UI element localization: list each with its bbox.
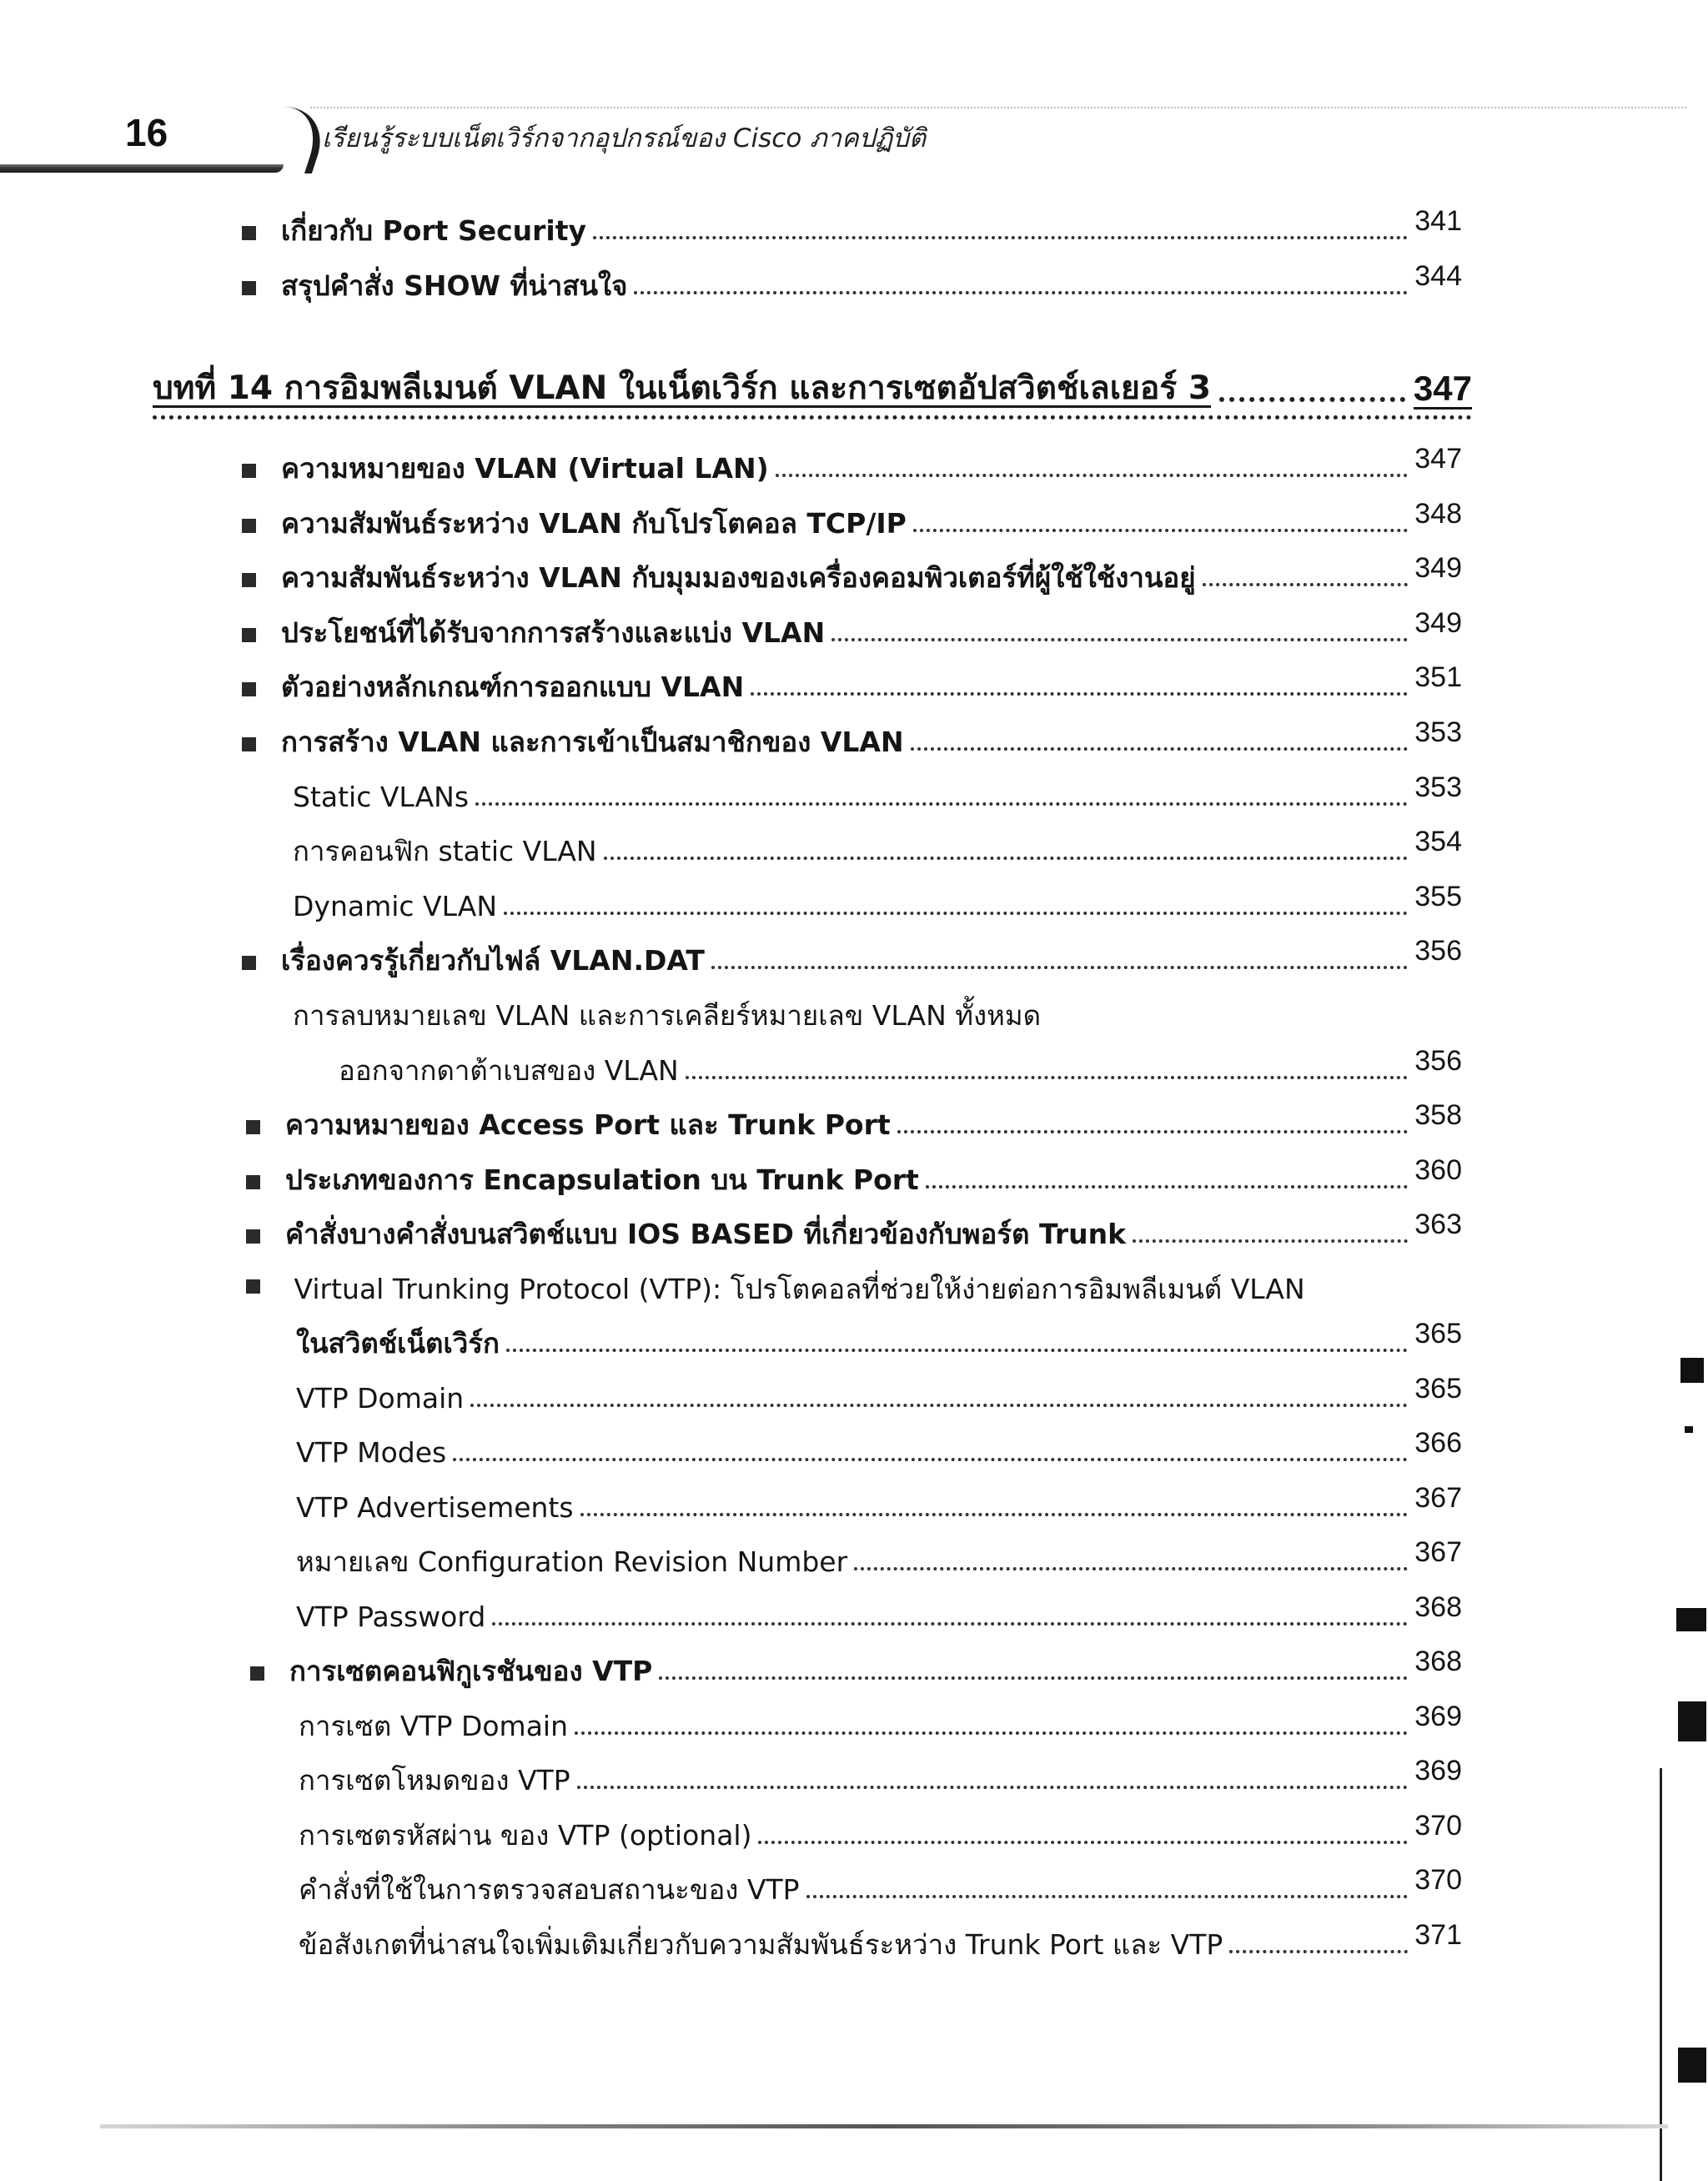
toc-entry-label: ความสัมพันธ์ระหว่าง VLAN กับโปรโตคอล TCP/IP — [281, 507, 907, 540]
dot-leader — [776, 474, 1409, 477]
toc-subentry — [293, 881, 1462, 925]
toc-entry — [246, 1271, 1462, 1308]
toc-entry-page: 358 — [1414, 1099, 1462, 1131]
bullet-icon — [246, 1175, 260, 1189]
dot-leader — [897, 1130, 1409, 1133]
dot-leader — [711, 966, 1408, 969]
toc-entry-page: 369 — [1414, 1755, 1462, 1787]
scan-mark — [1685, 1426, 1693, 1433]
dot-leader — [1133, 1239, 1408, 1243]
dot-leader — [911, 747, 1409, 751]
running-title: เรียนรู้ระบบเน็ตเวิร์กจากอุปกรณ์ของ Cisco ภาคปฏิบัติ — [322, 123, 927, 153]
dot-leader — [1203, 583, 1409, 586]
toc-entry-label: VTP Advertisements — [296, 1491, 574, 1524]
toc-entry — [246, 1154, 1462, 1199]
toc-subentry — [299, 1701, 1462, 1745]
toc-entry-label: เกี่ยวกับ Port Security — [281, 214, 587, 247]
scan-mark — [1678, 2048, 1706, 2083]
toc-entry-page: 360 — [1414, 1154, 1462, 1186]
toc-subentry — [296, 1427, 1462, 1471]
bullet-icon — [242, 737, 256, 751]
toc-entry-page: 353 — [1414, 771, 1462, 803]
toc-entry-label: การลบหมายเลข VLAN และการเคลียร์หมายเลข VLAN ทั้งหมด — [293, 999, 1042, 1032]
dot-leader — [926, 1185, 1408, 1188]
toc-entry-page: 367 — [1414, 1482, 1462, 1514]
toc-entry-page: 368 — [1414, 1591, 1462, 1623]
toc-subentry — [299, 1810, 1462, 1854]
bullet-icon — [246, 1120, 260, 1134]
toc-entry-page: 344 — [1414, 260, 1462, 292]
toc-entry-page: 341 — [1414, 205, 1462, 237]
dot-leader — [751, 692, 1408, 696]
bullet-icon — [242, 226, 256, 240]
toc-entry-page: 365 — [1414, 1318, 1462, 1349]
toc-entry-page: 371 — [1414, 1919, 1462, 1951]
dot-leader — [604, 857, 1409, 860]
dot-leader — [634, 291, 1408, 294]
toc-subentry — [296, 1536, 1462, 1580]
toc-entry-page: 348 — [1414, 498, 1462, 530]
dot-leader — [854, 1567, 1408, 1570]
toc-entry-label: ความหมายของ VLAN (Virtual LAN) — [281, 452, 769, 485]
toc-entry-page: 370 — [1414, 1810, 1462, 1842]
dot-leader — [504, 912, 1408, 915]
toc-entry-page: 349 — [1414, 607, 1462, 639]
toc-entry-label: คำสั่งที่ใช้ในการตรวจสอบสถานะของ VTP — [299, 1873, 800, 1906]
toc-entry — [246, 1209, 1462, 1253]
toc-subentry — [296, 1591, 1462, 1636]
toc-entry-label: ความหมายของ Access Port และ Trunk Port — [285, 1108, 891, 1141]
bullet-icon — [242, 956, 256, 970]
toc-entry — [242, 443, 1462, 487]
chapter-heading — [153, 367, 1472, 420]
dot-leader — [475, 802, 1408, 806]
toc-entry-page: 368 — [1414, 1646, 1462, 1677]
toc-entry-label: เรื่องควรรู้เกี่ยวกับไฟล์ VLAN.DAT — [281, 944, 705, 977]
dot-leader — [453, 1458, 1408, 1461]
bullet-icon — [242, 464, 256, 478]
dot-leader — [831, 638, 1408, 641]
dot-leader — [913, 529, 1408, 532]
scan-mark — [1676, 1608, 1706, 1631]
toc-entry — [242, 661, 1462, 706]
toc-entry-label: ตัวอย่างหลักเกณฑ์การออกแบบ VLAN — [281, 671, 745, 703]
toc-entry-page: 365 — [1414, 1373, 1462, 1405]
toc-entry-label: Dynamic VLAN — [293, 890, 498, 922]
toc-entry-label: ประโยชน์ที่ได้รับจากการสร้างและแบ่ง VLAN — [281, 616, 826, 649]
toc-entry-label: การเซตคอนฟิกูเรชันของ VTP — [289, 1655, 653, 1687]
dot-leader — [575, 1731, 1408, 1735]
scan-mark — [1678, 1701, 1706, 1741]
bullet-icon — [246, 1229, 260, 1244]
toc-entry — [242, 205, 1462, 249]
toc-entry — [242, 498, 1462, 542]
dot-leader — [577, 1786, 1409, 1789]
dot-leader — [1219, 397, 1405, 402]
toc-subentry — [299, 1755, 1462, 1799]
toc-entry-label: สรุปคำสั่ง SHOW ที่น่าสนใจ — [281, 269, 628, 302]
toc-subentry — [293, 826, 1462, 870]
toc-subentry — [296, 1318, 1462, 1362]
toc-entry-label: VTP Modes — [296, 1436, 447, 1469]
toc-entry-label: หมายเลข Configuration Revision Number — [296, 1545, 848, 1578]
bullet-icon — [242, 628, 256, 642]
toc-entry — [242, 716, 1462, 761]
toc-entry-page: 370 — [1414, 1864, 1462, 1896]
toc-entry — [242, 607, 1462, 651]
dot-leader — [1229, 1950, 1408, 1953]
toc-entry-page: 367 — [1414, 1536, 1462, 1568]
bullet-icon — [250, 1666, 264, 1681]
scan-mark — [1680, 1358, 1704, 1383]
toc-entry-page: 356 — [1414, 935, 1462, 967]
toc-entry-label: ในสวิตช์เน็ตเวิร์ก — [296, 1327, 500, 1359]
toc-entry-label: VTP Password — [296, 1601, 486, 1633]
toc-entry — [246, 1099, 1462, 1143]
dot-leader — [492, 1622, 1408, 1626]
bullet-icon — [242, 573, 256, 587]
dot-leader — [806, 1895, 1409, 1898]
toc-entry-label: การสร้าง VLAN และการเข้าเป็นสมาชิกของ VLAN — [281, 726, 904, 758]
toc-subentry — [293, 771, 1462, 816]
toc-entry-page: 355 — [1414, 881, 1462, 912]
dot-leader — [758, 1841, 1408, 1844]
scan-edge-rule — [1660, 1768, 1662, 2181]
toc-entry-page: 353 — [1414, 716, 1462, 748]
toc-subentry — [296, 1373, 1462, 1417]
toc-entry-label: การคอนฟิก static VLAN — [293, 835, 597, 867]
bullet-icon — [246, 1279, 260, 1294]
dot-leader — [580, 1513, 1409, 1516]
toc-entry-label: ออกจากดาต้าเบสของ VLAN — [339, 1054, 679, 1087]
header-rule — [0, 164, 284, 173]
toc-entry-label: VTP Domain — [296, 1382, 465, 1415]
toc-subentry — [293, 998, 1462, 1034]
toc-entry-page: 354 — [1414, 826, 1462, 857]
toc-entry — [250, 1646, 1462, 1690]
toc-entry-page: 349 — [1414, 552, 1462, 584]
toc-entry-label: การเซตรหัสผ่าน ของ VTP (optional) — [299, 1819, 752, 1852]
toc-entry-label: การเซตโหมดของ VTP — [299, 1764, 570, 1797]
dot-leader — [659, 1676, 1408, 1680]
dot-leader — [686, 1076, 1409, 1079]
toc-entry-page: 356 — [1414, 1045, 1462, 1077]
toc-subentry — [339, 1045, 1462, 1089]
toc-subentry — [299, 1919, 1462, 1963]
toc-entry-label: คำสั่งบางคำสั่งบนสวิตช์แบบ IOS BASED ที่เกี่ยวข้องกับพอร์ต Trunk — [285, 1218, 1127, 1250]
toc-entry-page: 366 — [1414, 1427, 1462, 1459]
toc-entry-label: Virtual Trunking Protocol (VTP): โปรโตคอลที่ช่วยให้ง่ายต่อการอิมพลีเมนต์ VLAN — [294, 1273, 1305, 1305]
chapter-page: 347 — [1413, 369, 1472, 408]
bottom-rule — [100, 2124, 1668, 2128]
toc-entry-page: 363 — [1414, 1209, 1462, 1240]
toc-entry-label: ประเภทของการ Encapsulation บน Trunk Port — [285, 1163, 919, 1196]
toc-entry-page: 369 — [1414, 1701, 1462, 1732]
header-thin-rule — [310, 107, 1686, 108]
toc-entry-label: การเซต VTP Domain — [299, 1710, 569, 1742]
toc-entry-label: Static VLANs — [293, 781, 470, 813]
toc-entry-page: 351 — [1414, 661, 1462, 693]
dot-leader — [506, 1349, 1408, 1352]
bullet-icon — [242, 281, 256, 295]
toc-entry — [242, 552, 1462, 596]
toc-entry-label: ข้อสังเกตที่น่าสนใจเพิ่มเติมเกี่ยวกับความสัมพันธ์ระหว่าง Trunk Port และ VTP — [299, 1928, 1223, 1961]
toc-entry — [242, 260, 1462, 304]
toc-entry-label: ความสัมพันธ์ระหว่าง VLAN กับมุมมองของเครื่องคอมพิวเตอร์ที่ผู้ใช้ใช้งานอยู่ — [281, 561, 1196, 594]
toc-entry-page: 347 — [1414, 443, 1462, 475]
toc-entry — [242, 935, 1462, 979]
dot-leader — [470, 1404, 1408, 1407]
chapter-title: บทที่ 14 การอิมพลีเมนต์ VLAN ในเน็ตเวิร์ก และการเซตอัปสวิตช์เลเยอร์ 3 — [153, 369, 1211, 407]
toc-subentry — [299, 1864, 1462, 1908]
toc-subentry — [296, 1482, 1462, 1526]
page-number: 16 — [125, 111, 168, 154]
bullet-icon — [242, 682, 256, 696]
bullet-icon — [242, 519, 256, 533]
dot-leader — [593, 236, 1408, 239]
